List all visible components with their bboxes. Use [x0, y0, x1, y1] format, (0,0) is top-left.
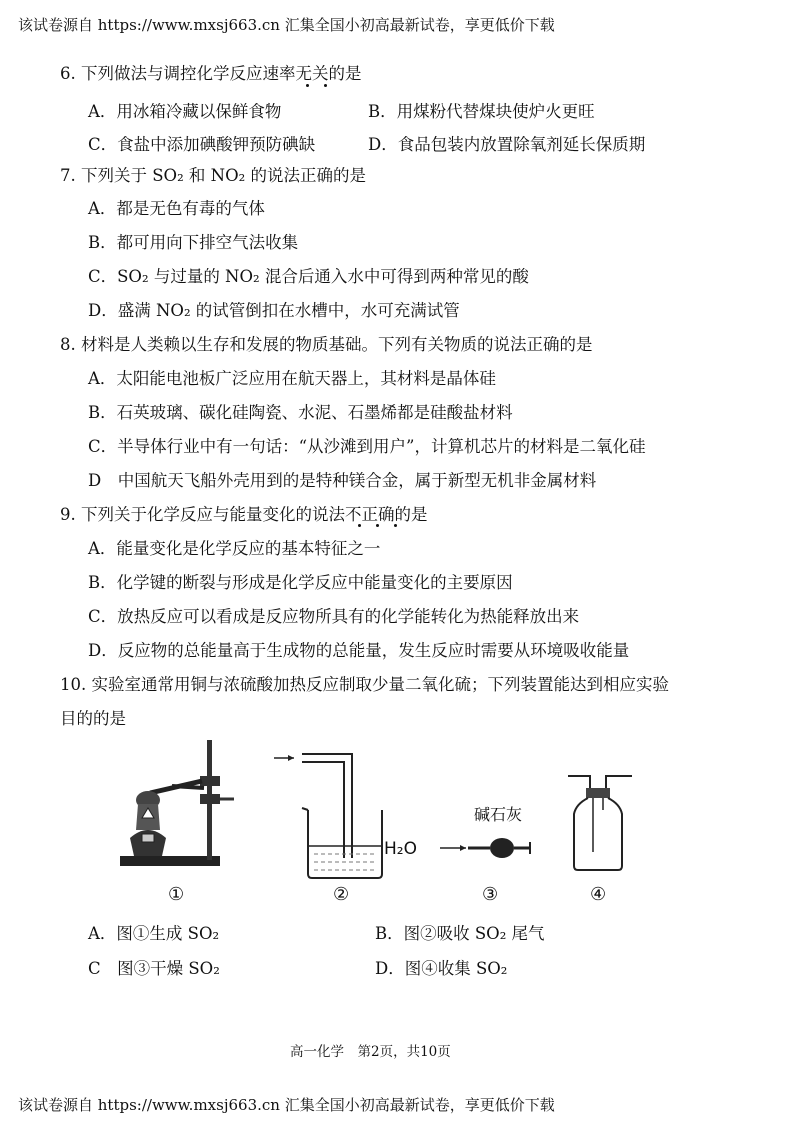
question-6-option-c: C．食盐中添加碘酸钾预防碘缺 — [88, 135, 316, 154]
question-9-option-b: B．化学键的断裂与形成是化学反应中能量变化的主要原因 — [88, 573, 513, 592]
question-8-option-d: D 中国航天飞船外壳用到的是特种镁合金，属于新型无机非金属材料 — [88, 471, 597, 490]
question-10-stem-continued: 目的的是 — [60, 709, 126, 728]
question-10-option-d: D．图④收集 SO₂ — [375, 959, 508, 978]
question-7-stem: 7. 下列关于 SO₂ 和 NO₂ 的说法正确的是 — [60, 166, 366, 185]
h2o-label: H₂O — [384, 839, 417, 859]
question-9-option-a: A．能量变化是化学反应的基本特征之一 — [88, 539, 381, 558]
question-7-option-b: B．都可用向下排空气法收集 — [88, 233, 299, 252]
question-6-option-a: A．用冰箱冷藏以保鲜食物 — [88, 102, 282, 121]
question-10-option-b: B．图②吸收 SO₂ 尾气 — [375, 924, 545, 943]
question-10-option-c: C 图③干燥 SO₂ — [88, 959, 220, 978]
source-banner-top: 该试卷源自 https://www.mxsj663.cn 汇集全国小初高最新试卷，享更低价下载 — [18, 16, 555, 34]
question-10-option-a: A．图①生成 SO₂ — [88, 924, 220, 943]
emphasis-dot — [324, 84, 327, 87]
question-8-stem: 8. 材料是人类赖以生存和发展的物质基础。下列有关物质的说法正确的是 — [60, 335, 593, 354]
figure-3-label: ③ — [482, 884, 499, 905]
figure-1-heating-apparatus — [112, 738, 252, 878]
source-banner-bottom: 该试卷源自 https://www.mxsj663.cn 汇集全国小初高最新试卷，享更低价下载 — [18, 1096, 555, 1114]
emphasis-dot — [358, 524, 361, 527]
question-8-option-b: B．石英玻璃、碳化硅陶瓷、水泥、石墨烯都是硅酸盐材料 — [88, 403, 513, 422]
figure-4-label: ④ — [590, 884, 607, 905]
figure-2-label: ② — [333, 884, 350, 905]
question-6-option-b: B．用煤粉代替煤块使炉火更旺 — [368, 102, 595, 121]
figure-1-label: ① — [168, 884, 185, 905]
soda-lime-label: 碱石灰 — [474, 805, 523, 824]
question-8-option-c: C．半导体行业中有一句话：“从沙滩到用户”，计算机芯片的材料是二氧化硅 — [88, 437, 646, 456]
figure-4-collecting-bottle — [560, 770, 640, 875]
question-7-option-c: C．SO₂ 与过量的 NO₂ 混合后通入水中可得到两种常见的酸 — [88, 267, 529, 286]
figure-2-gas-absorption-beaker — [272, 750, 422, 885]
question-10-stem: 10. 实验室通常用铜与浓硫酸加热反应制取少量二氧化硫；下列装置能达到相应实验 — [60, 675, 669, 694]
page-footer: 高一化学 第2页，共10页 — [290, 1044, 451, 1060]
question-7-option-d: D．盛满 NO₂ 的试管倒扣在水槽中，水可充满试管 — [88, 301, 460, 320]
figure-3-drying-tube — [438, 800, 548, 872]
question-8-option-a: A．太阳能电池板广泛应用在航天器上，其材料是晶体硅 — [88, 369, 496, 388]
question-9-option-d: D．反应物的总能量高于生成物的总能量，发生反应时需要从环境吸收能量 — [88, 641, 630, 660]
emphasis-dot — [394, 524, 397, 527]
question-6-option-d: D．食品包装内放置除氧剂延长保质期 — [368, 135, 646, 154]
question-6-stem: 6. 下列做法与调控化学反应速率无关的是 — [60, 64, 362, 83]
question-9-option-c: C．放热反应可以看成是反应物所具有的化学能转化为热能释放出来 — [88, 607, 580, 626]
emphasis-dot — [376, 524, 379, 527]
question-9-stem: 9. 下列关于化学反应与能量变化的说法不正确的是 — [60, 505, 428, 524]
emphasis-dot — [306, 84, 309, 87]
question-7-option-a: A．都是无色有毒的气体 — [88, 199, 265, 218]
